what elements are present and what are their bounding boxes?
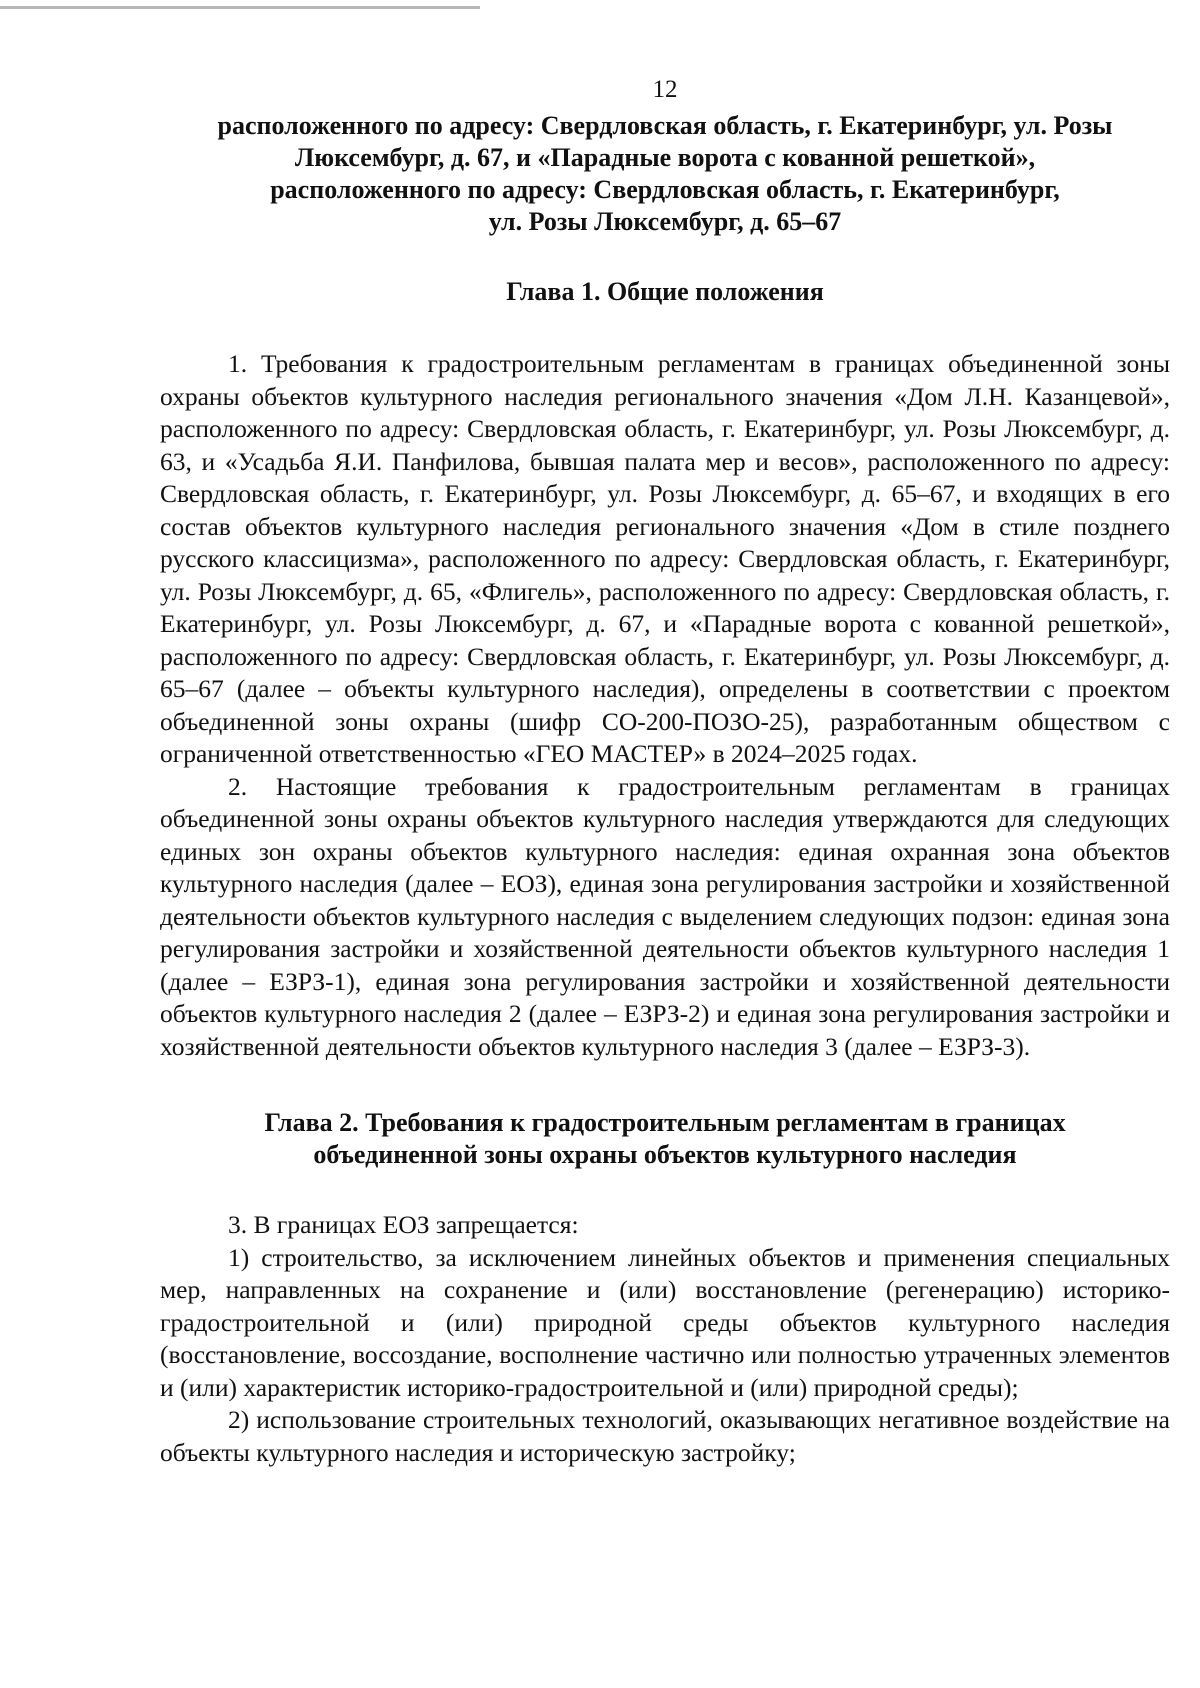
chapter-2-heading-line: объединенной зоны охраны объектов культурного наследия <box>313 1140 1017 1169</box>
chapter-1-heading: Глава 1. Общие положения <box>506 277 824 306</box>
paragraph-3-item-2: 2) использование строительных технологий, оказывающих негативное воздействие на объекты культурного наследия и историческую застройку; <box>160 1405 1170 1467</box>
title-line: расположенного по адресу: Свердловская область, г. Екатеринбург, ул. Розы <box>217 111 1113 140</box>
paragraph-2: 2. Настоящие требования к градостроительным регламентам в границах объединенной зоны охраны объектов культурного наследия утверждаются для следующих единых зон охраны объектов культурного наследия: единая охранная зона объектов культурного наследия (далее – ЕОЗ), единая зона регулирования застройки и хозяйственной деятельности объектов культурного наследия с выделением следующих подзон: единая зона регулирования застройки и хозяйственной деятельности объектов культурного наследия 1 (далее – ЕЗРЗ-1), единая зона регулирования застройки и хозяйственной деятельности объектов культурного наследия 2 (далее – ЕЗРЗ-2) и единая зона регулирования застройки и хозяйственной деятельности объектов культурного наследия 3 (далее – ЕЗРЗ-3). <box>160 771 1170 1061</box>
chapter-1-body <box>160 348 1170 1063</box>
paragraph-1: 1. Требования к градостроительным регламентам в границах объединенной зоны охраны объектов культурного наследия регионального значения «Дом Л.Н. Казанцевой», расположенного по адресу: Свердловская область, г. Екатеринбург, ул. Розы Люксембург, д. 63, и «Усадьба Я.И. Панфилова, бывшая палата мер и весов», расположенного по адресу: Свердловская область, г. Екатеринбург, ул. Розы Люксембург, д. 65–67, и входящих в его состав объектов культурного наследия регионального значения «Дом в стиле позднего русского классицизма», расположенного по адресу: Свердловская область, г. Екатеринбург, ул. Розы Люксембург, д. 65, «Флигель», расположенного по адресу: Свердловская область, г. Екатеринбург, ул. Розы Люксембург, д. 67, и «Парадные ворота с кованной решеткой», расположенного по адресу: Свердловская область, г. Екатеринбург, ул. Розы Люксембург, д. 65–67 (далее – объекты культурного наследия), определены в соответствии с проектом объединенной зоны охраны (шифр СО-200-ПОЗО-25), разработанным обществом с ограниченной ответственностью «ГЕО МАСТЕР» в 2024–2025 годах. <box>160 349 1170 768</box>
page-number: 12 <box>652 76 678 103</box>
chapter-2-heading-line: Глава 2. Требования к градостроительным регламентам в границах <box>264 1108 1066 1137</box>
document-page <box>160 70 1170 1469</box>
paragraph-3-item-1: 1) строительство, за исключением линейных объектов и применения специальных мер, направленных на сохранение и (или) восстановление (регенерацию) историко-градостроительной и (или) природной среды объектов культурного наследия (восстановление, воссоздание, восполнение частично или полностью утраченных элементов и (или) характеристик историко-градостроительной и (или) природной среды); <box>160 1242 1170 1402</box>
title-line: расположенного по адресу: Свердловская область, г. Екатеринбург, <box>270 175 1060 204</box>
paragraph-3: 3. В границах ЕОЗ запрещается: <box>228 1210 579 1239</box>
scan-top-edge-line <box>0 6 480 9</box>
title-line: Люксембург, д. 67, и «Парадные ворота с кованной решеткой», <box>294 143 1036 172</box>
title-line: ул. Розы Люксембург, д. 65–67 <box>488 207 842 236</box>
document-title <box>160 110 1170 238</box>
chapter-2-body <box>160 1209 1170 1469</box>
chapter-2-heading <box>160 1107 1170 1171</box>
